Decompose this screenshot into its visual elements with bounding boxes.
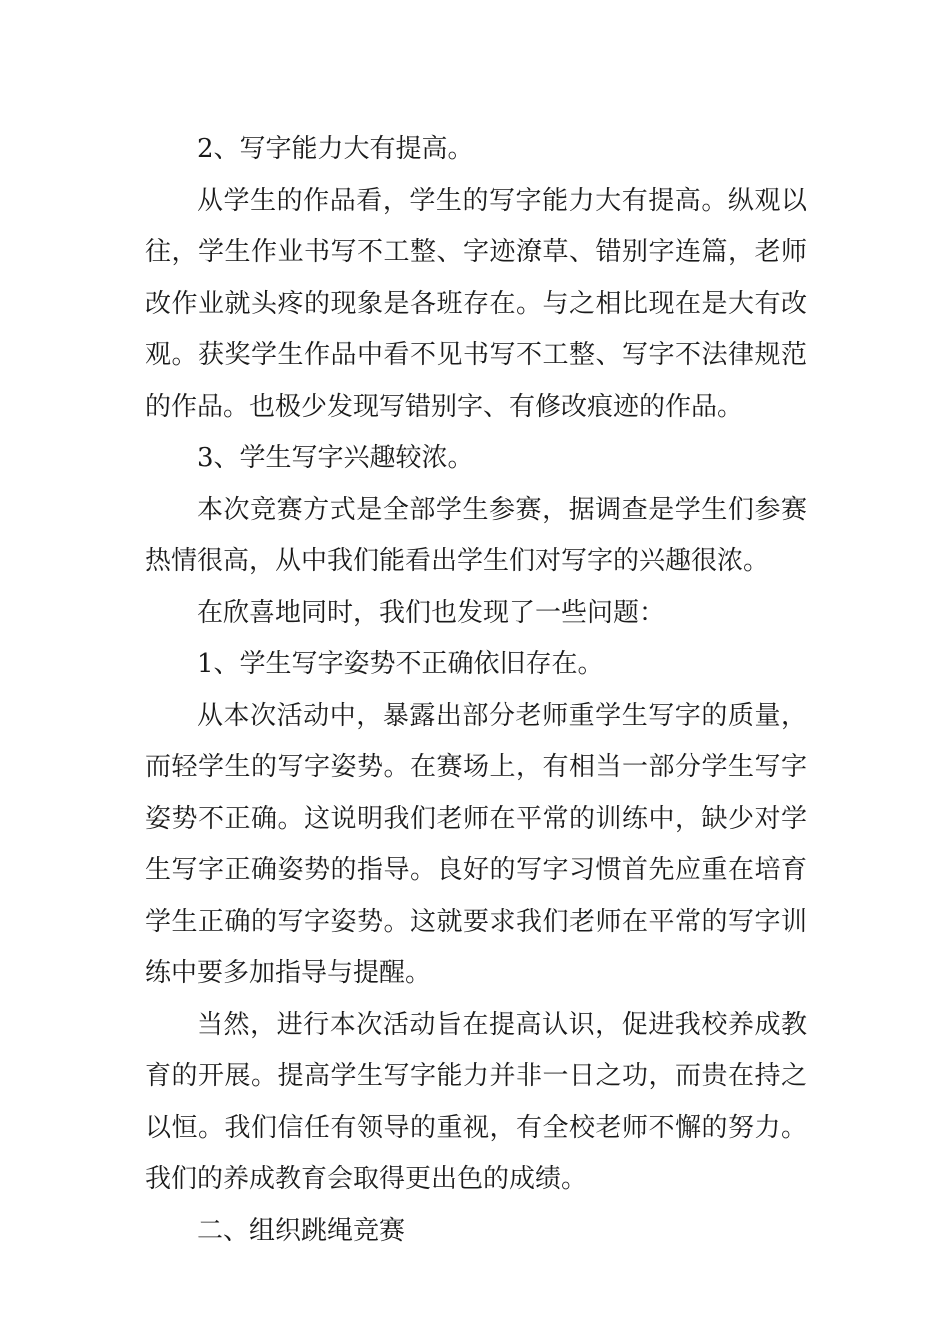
paragraph-writing-interest: 本次竞赛方式是全部学生参赛，据调查是学生们参赛热情很高，从中我们能看出学生们对写字的兴趣很浓。	[145, 494, 807, 576]
paragraph-posture-problem: 从本次活动中，暴露出部分老师重学生写字的质量，而轻学生的写字姿势。在赛场上，有相当一部分学生写字姿势不正确。这说明我们老师在平常的训练中，缺少对学生写字正确姿势的指导。良好的写字习惯首先应重在培育学生正确的写字姿势。这就要求我们老师在平常的写字训练中要多加指导与提醒。	[145, 700, 807, 988]
paragraph-conclusion: 当然，进行本次活动旨在提高认识，促进我校养成教育的开展。提高学生写字能力并非一日之功，而贵在持之以恒。我们信任有领导的重视，有全校老师不懈的努力。我们的养成教育会取得更出色的成绩。	[145, 1009, 807, 1194]
paragraph-writing-improvement: 从学生的作品看，学生的写字能力大有提高。纵观以往，学生作业书写不工整、字迹潦草、错别字连篇，老师改作业就头疼的现象是各班存在。与之相比现在是大有改观。获奖学生作品中看不见书写不工整、写字不法律规范的作品。也极少发现写错别字、有修改痕迹的作品。	[145, 185, 807, 422]
paragraph-problems-intro: 在欣喜地同时，我们也发现了一些问题：	[197, 597, 666, 628]
section-heading-writing-improvement: 2、写字能力大有提高。	[197, 134, 474, 164]
section-heading-jump-rope: 二、组织跳绳竞赛	[197, 1215, 406, 1246]
section-heading-posture-problem: 1、学生写字姿势不正确依旧存在。	[197, 649, 604, 679]
document-body	[145, 124, 807, 1257]
section-heading-writing-interest: 3、学生写字兴趣较浓。	[197, 443, 474, 473]
